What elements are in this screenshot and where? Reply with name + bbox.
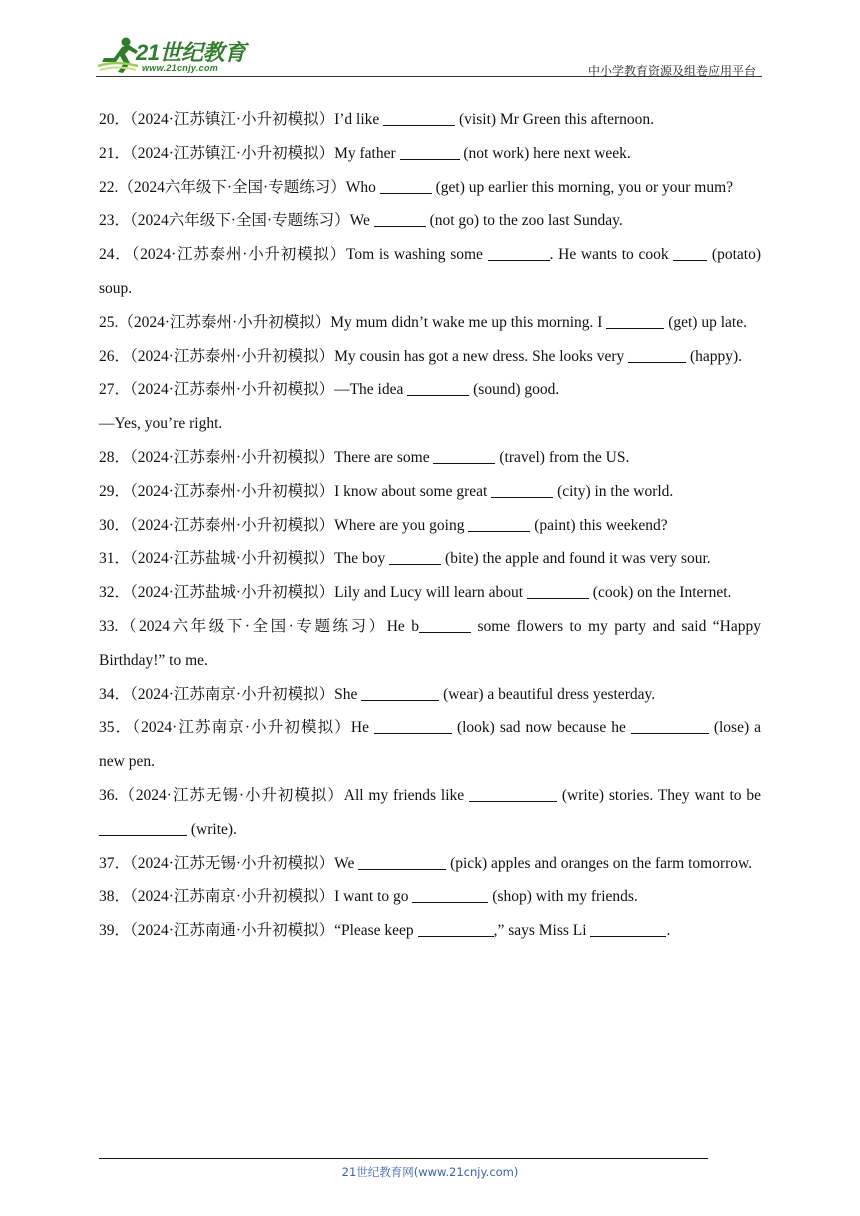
logo-text: 21世纪教育 [136, 40, 246, 65]
question-text: (pick) apples and oranges on the farm tomorrow. [446, 854, 753, 872]
question-text: ,” says Miss Li [493, 922, 591, 940]
question-text: 30．（2024·江苏泰州·小升初模拟）Where are you going [99, 516, 469, 534]
question-item [99, 475, 761, 509]
question-text: 22.（2024六年级下·全国·专题练习）Who [99, 178, 380, 196]
answer-blank[interactable] [673, 245, 707, 262]
question-text: (sound) good. [469, 381, 560, 399]
answer-blank[interactable] [383, 110, 455, 127]
footer-divider [99, 1158, 708, 1159]
question-text: 25.（2024·江苏泰州·小升初模拟）My mum didn’t wake me up this morning. I [99, 313, 607, 331]
question-item [99, 441, 761, 475]
answer-blank[interactable] [380, 177, 432, 194]
answer-blank[interactable] [469, 785, 557, 802]
question-text: (bite) the apple and found it was very sour. [441, 550, 711, 568]
question-text: 32．（2024·江苏盐城·小升初模拟）Lily and Lucy will learn about [99, 584, 527, 602]
answer-blank[interactable] [361, 684, 439, 701]
question-item [99, 678, 761, 712]
question-item [99, 880, 761, 914]
answer-blank[interactable] [419, 616, 471, 633]
logo-url: www.21cnjy.com [142, 63, 219, 73]
answer-blank[interactable] [527, 583, 589, 600]
question-text: (potato) soup. [99, 246, 762, 297]
question-text: 26．（2024·江苏泰州·小升初模拟）My cousin has got a new dress. She looks very [99, 347, 629, 365]
question-text: 23．（2024六年级下·全国·专题练习）We [99, 212, 374, 230]
question-text: 31．（2024·江苏盐城·小升初模拟）The boy [99, 550, 390, 568]
question-text: (paint) this weekend? [530, 516, 668, 534]
question-text: 39．（2024·江苏南通·小升初模拟）“Please keep [99, 922, 418, 940]
question-item [99, 509, 761, 543]
question-item [99, 407, 761, 441]
header-divider [96, 76, 762, 77]
question-text: (wear) a beautiful dress yesterday. [439, 685, 656, 703]
question-text: 37．（2024·江苏无锡·小升初模拟）We [99, 854, 359, 872]
question-text: 24．（2024·江苏泰州·小升初模拟）Tom is washing some [99, 246, 488, 264]
answer-blank[interactable] [400, 143, 460, 160]
question-text: (not go) to the zoo last Sunday. [425, 212, 623, 230]
question-text: 27．（2024·江苏泰州·小升初模拟）—The idea [99, 381, 408, 399]
question-item [99, 238, 761, 306]
answer-blank[interactable] [590, 921, 666, 938]
question-item [99, 779, 761, 847]
question-text: 34．（2024·江苏南京·小升初模拟）She [99, 685, 362, 703]
question-text: (get) up earlier this morning, you or your mum? [431, 178, 734, 196]
page-header [96, 34, 762, 78]
answer-blank[interactable] [418, 921, 494, 938]
answer-blank[interactable] [389, 549, 441, 566]
question-text: . [666, 922, 671, 940]
answer-blank[interactable] [606, 312, 664, 329]
question-text: (cook) on the Internet. [588, 584, 732, 602]
question-text: (write) stories. They want to be [557, 786, 761, 804]
question-text: 28．（2024·江苏泰州·小升初模拟）There are some [99, 448, 434, 466]
answer-blank[interactable] [468, 515, 530, 532]
question-text: —Yes, you’re right. [99, 415, 223, 433]
question-item [99, 103, 761, 137]
question-text: . He wants to cook [549, 246, 674, 264]
question-text: 36.（2024·江苏无锡·小升初模拟）All my friends like [99, 786, 470, 804]
answer-blank[interactable] [488, 245, 550, 262]
question-text: some flowers to my party and said “Happy Birthday!” to me. [99, 617, 761, 669]
runner-icon [96, 36, 140, 74]
question-text: 35．（2024·江苏南京·小升初模拟）He [99, 719, 374, 737]
question-item [99, 542, 761, 576]
question-text: (visit) Mr Green this afternoon. [455, 111, 655, 128]
question-item [99, 610, 761, 678]
answer-blank[interactable] [407, 380, 469, 397]
question-text: (happy). [686, 347, 743, 365]
question-text: (look) sad now because he [451, 719, 631, 737]
answer-blank[interactable] [358, 853, 446, 870]
question-item [99, 711, 761, 779]
question-list [99, 103, 761, 948]
page-footer: 21世纪教育网(www.21cnjy.com) [341, 1165, 519, 1179]
answer-blank[interactable] [433, 447, 495, 464]
question-item [99, 204, 761, 238]
question-text: (travel) from the US. [495, 448, 630, 466]
question-text: (city) in the world. [553, 482, 674, 500]
question-text: (lose) a new pen. [99, 719, 762, 771]
question-text: (not work) here next week. [459, 144, 631, 162]
question-item [99, 306, 761, 340]
answer-blank[interactable] [631, 718, 709, 735]
answer-blank[interactable] [628, 346, 686, 363]
question-text: 29．（2024·江苏泰州·小升初模拟）I know about some great [99, 482, 492, 500]
question-text: 38．（2024·江苏南京·小升初模拟）I want to go [99, 888, 413, 906]
question-text: (write). [187, 820, 237, 838]
answer-blank[interactable] [374, 718, 452, 735]
answer-blank[interactable] [412, 887, 488, 904]
question-item [99, 847, 761, 881]
answer-blank[interactable] [374, 211, 426, 228]
question-text: 21．（2024·江苏镇江·小升初模拟）My father [99, 144, 400, 162]
question-text: 33.（2024六年级下·全国·专题练习）He b [99, 617, 420, 635]
question-text: 20．（2024·江苏镇江·小升初模拟）I’d like [99, 111, 384, 128]
question-item [99, 137, 761, 171]
question-text: (shop) with my friends. [488, 888, 638, 906]
answer-blank[interactable] [99, 819, 187, 836]
question-item [99, 914, 761, 948]
question-text: (get) up late. [664, 313, 747, 331]
answer-blank[interactable] [491, 481, 553, 498]
question-item [99, 171, 761, 205]
question-item [99, 576, 761, 610]
question-item [99, 340, 761, 374]
question-item [99, 373, 761, 407]
brand-logo [96, 34, 266, 78]
header-tagline: 中小学教育资源及组卷应用平台 [587, 64, 756, 78]
